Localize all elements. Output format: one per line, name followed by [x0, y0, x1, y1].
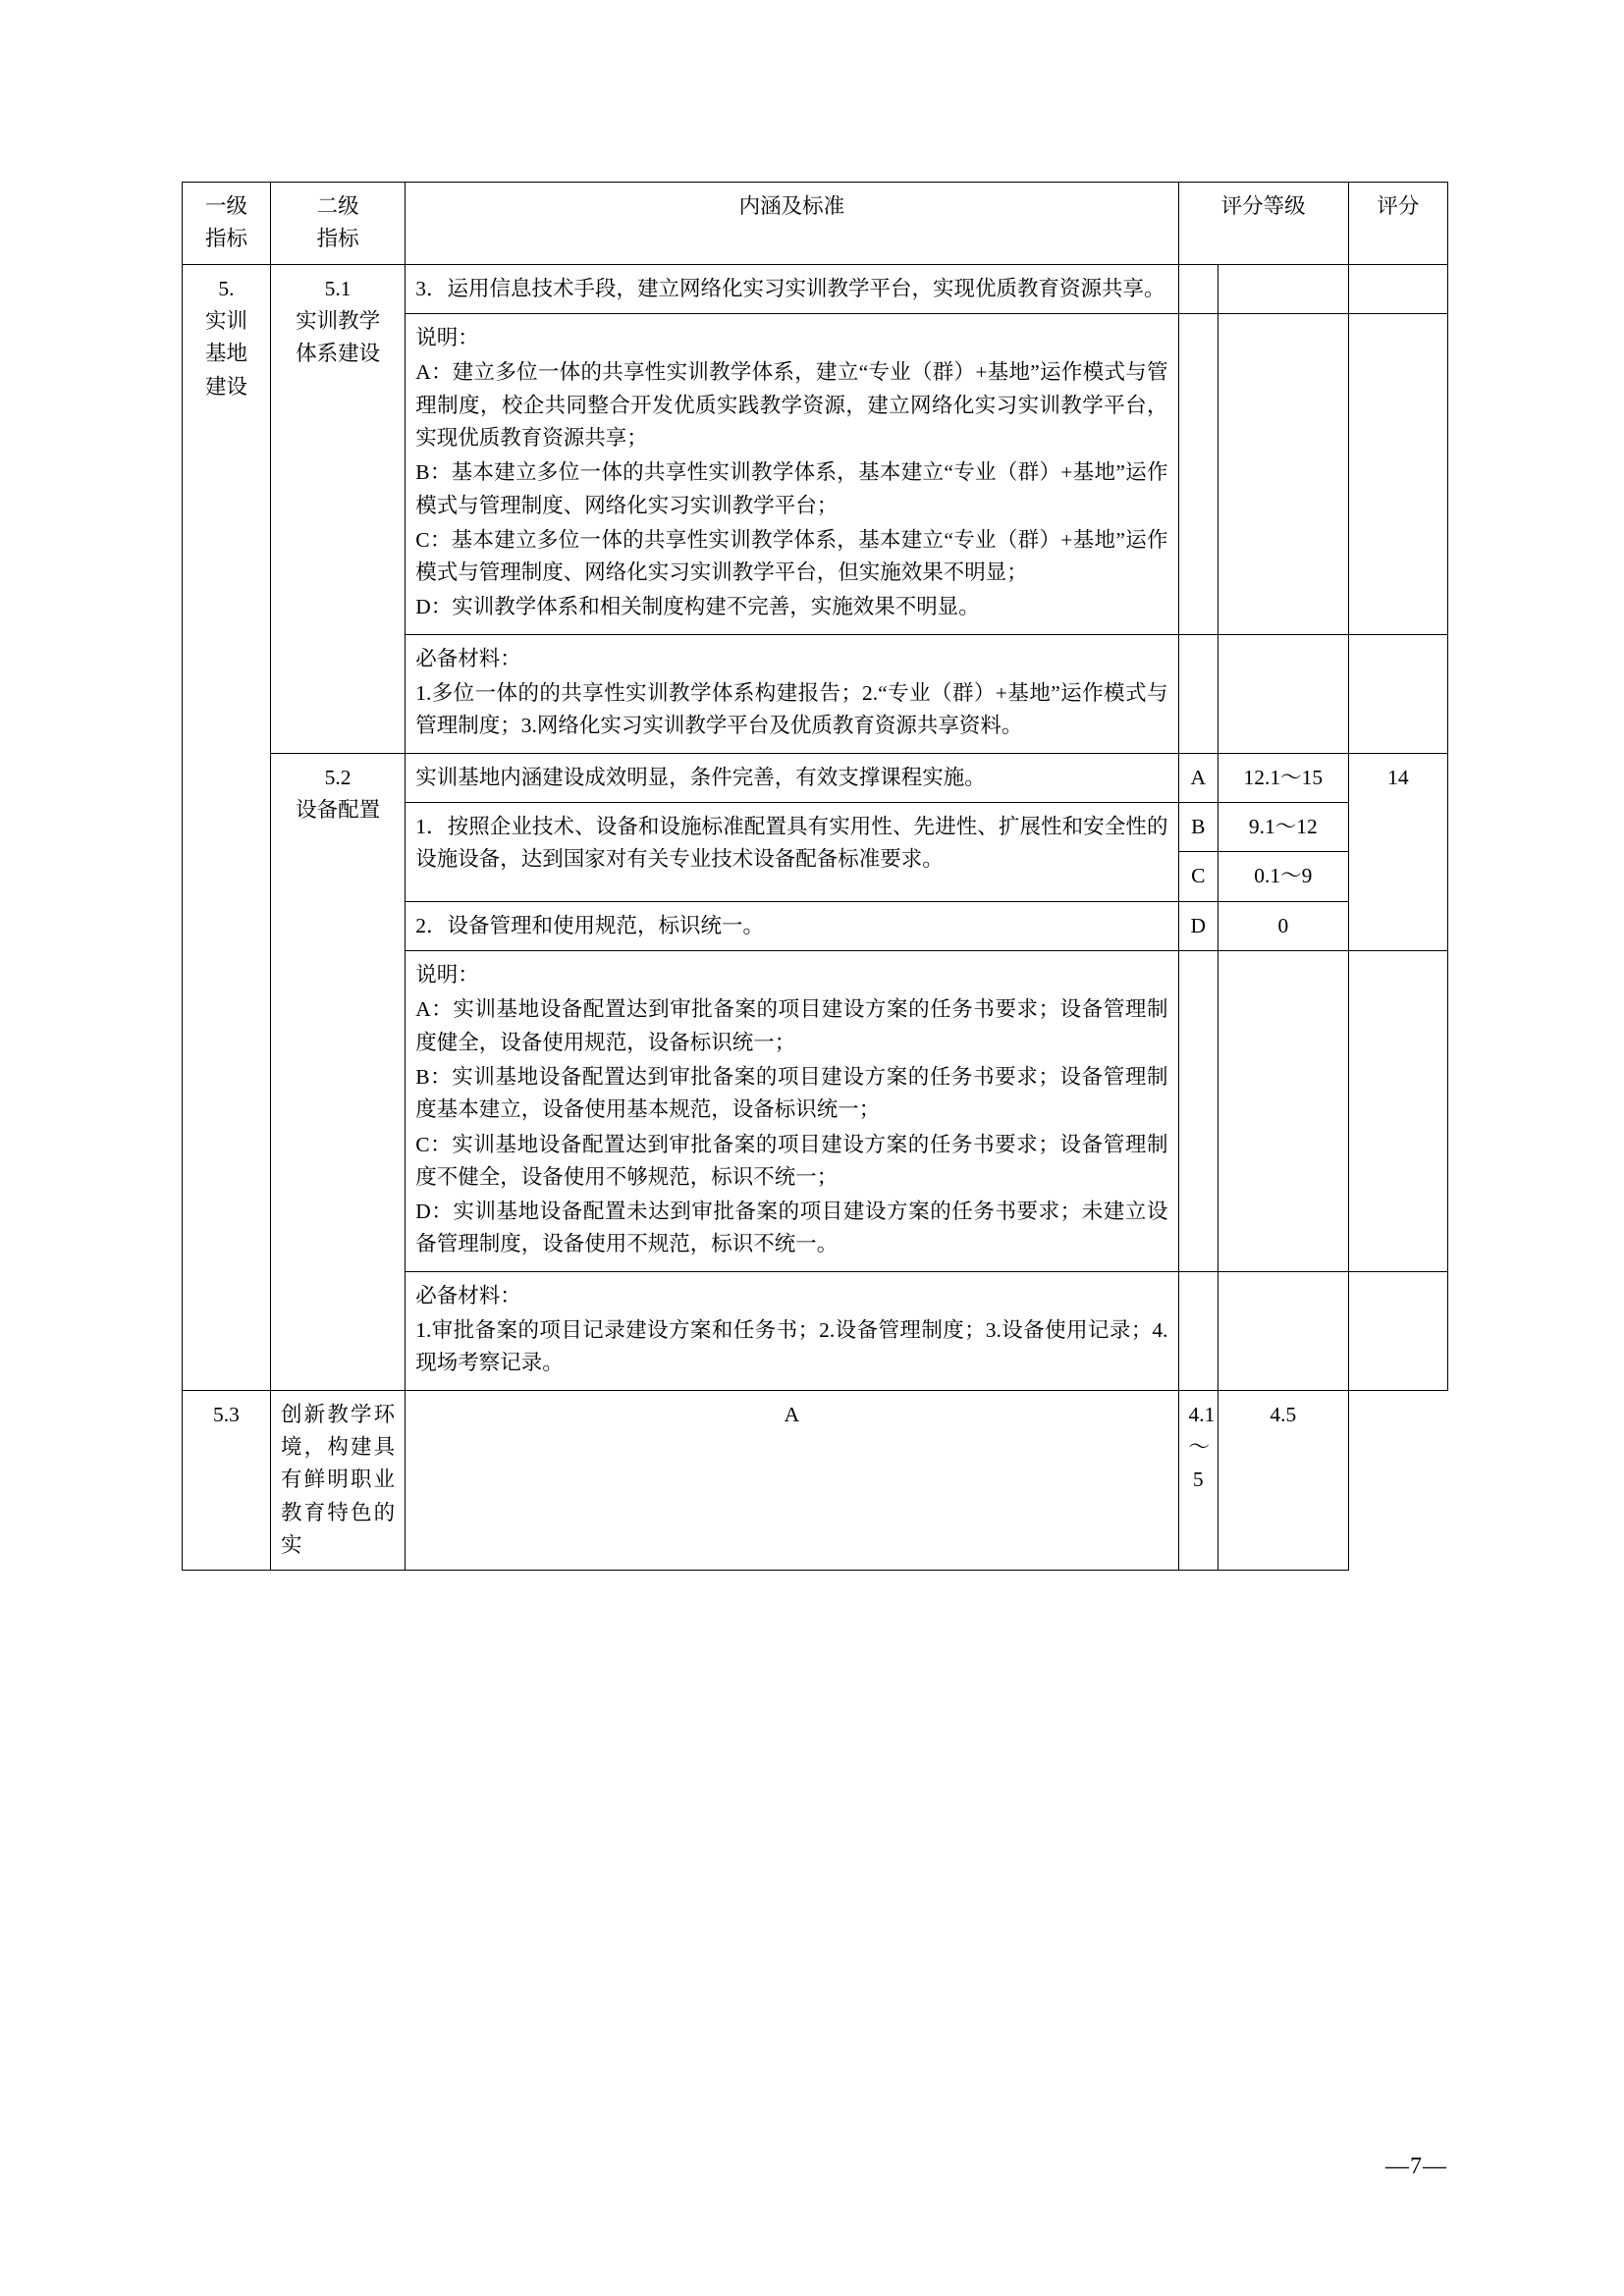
grade-label-c-52: C — [1178, 852, 1218, 901]
criteria-52-explanation — [406, 950, 1178, 1271]
explanation-51-a: A：建立多位一体的共享性实训教学体系，建立“专业（群）+基地”运作模式与管理制度，校企共同整合开发优质实践教学资源，建立网络化实习实训教学平台，实现优质教育资源共享； — [415, 360, 1168, 450]
grade-range-empty-5 — [1218, 1271, 1349, 1390]
level2-52-number: 5.2 — [324, 765, 352, 789]
header-content-standard: 内涵及标准 — [406, 183, 1178, 265]
grade-label-empty-1 — [1178, 264, 1218, 313]
explanation-52-a: A：实训基地设备配置达到审批备案的项目建设方案的任务书要求；设备管理制度健全，设备使用规范，设备标识统一； — [415, 997, 1168, 1054]
level2-51-label-line2: 体系建设 — [296, 342, 381, 366]
explanation-52-b: B：实训基地设备配置达到审批备案的项目建设方案的任务书要求；设备管理制度基本建立，设备使用基本规范，设备标识统一； — [415, 1064, 1168, 1122]
grade-range-empty-3 — [1218, 634, 1349, 753]
level1-line1: 5. — [218, 276, 235, 300]
criteria-51-materials — [406, 634, 1178, 753]
header-level2-line2: 指标 — [316, 227, 359, 251]
level2-51-label-line1: 实训教学 — [296, 308, 381, 333]
score-52: 14 — [1348, 753, 1447, 950]
evaluation-criteria-table — [182, 182, 1448, 1571]
score-53: 4.5 — [1218, 1390, 1349, 1571]
grade-range-d-52: 0 — [1218, 901, 1349, 950]
grade-label-a-52: A — [1178, 753, 1218, 802]
score-empty-2 — [1348, 313, 1447, 634]
level2-51-number: 5.1 — [324, 276, 352, 300]
materials-title-51: 必备材料： — [415, 646, 521, 670]
header-level1 — [183, 183, 271, 265]
grade-range-empty-1 — [1218, 264, 1349, 313]
level1-line2: 实训 — [204, 308, 247, 333]
score-empty-1 — [1348, 264, 1447, 313]
materials-body-52: 1.审批备案的项目记录建设方案和任务书；2.设备管理制度；3.设备使用记录；4.现场考察记录。 — [415, 1318, 1168, 1375]
explanation-title-52: 说明： — [415, 962, 479, 987]
grade-range-a-52: 12.1～15 — [1218, 753, 1349, 802]
criteria-51-explanation — [406, 313, 1178, 634]
table-row — [183, 753, 1448, 802]
grade-label-empty-4 — [1178, 950, 1218, 1271]
page-number: —7— — [1385, 2154, 1447, 2179]
grade-range-a-53: 4.1～5 — [1178, 1390, 1218, 1571]
criteria-52-materials — [406, 1271, 1178, 1390]
grade-label-d-52: D — [1178, 901, 1218, 950]
criteria-51-item3: 3．运用信息技术手段，建立网络化实习实训教学平台，实现优质教育资源共享。 — [406, 264, 1178, 313]
score-empty-4 — [1348, 950, 1447, 1271]
level2-indicator-51 — [270, 264, 405, 753]
criteria-52-standard-p3: 2．设备管理和使用规范，标识统一。 — [406, 901, 1178, 950]
criteria-52-standard-p2: 1．按照企业技术、设备和设施标准配置具有实用性、先进性、扩展性和安全性的设施设备，达到国家对有关专业技术设备配备标准要求。 — [406, 803, 1178, 902]
header-level2-line1: 二级 — [316, 194, 359, 218]
grade-label-empty-5 — [1178, 1271, 1218, 1390]
criteria-53-standard: 创新教学环境，构建具有鲜明职业教育特色的实 — [270, 1390, 405, 1571]
table-header-row — [183, 183, 1448, 265]
explanation-51-c: C：基本建立多位一体的共享性实训教学体系，基本建立“专业（群）+基地”运作模式与管理制度、网络化实习实训教学平台，但实施效果不明显； — [415, 527, 1168, 585]
grade-range-empty-4 — [1218, 950, 1349, 1271]
table-row — [183, 264, 1448, 313]
criteria-52-standard-p1: 实训基地内涵建设成效明显，条件完善，有效支撑课程实施。 — [406, 753, 1178, 802]
explanation-title-51: 说明： — [415, 325, 479, 349]
header-score: 评分 — [1348, 183, 1447, 265]
grade-label-empty-2 — [1178, 313, 1218, 634]
level1-indicator-cell — [183, 264, 271, 1390]
grade-range-b-52: 9.1～12 — [1218, 803, 1349, 852]
level2-52-label: 设备配置 — [296, 798, 381, 822]
explanation-51-d: D：实训教学体系和相关制度构建不完善，实施效果不明显。 — [415, 595, 980, 619]
level2-indicator-53: 5.3 — [183, 1390, 271, 1571]
table-row — [183, 1390, 1448, 1571]
materials-title-52: 必备材料： — [415, 1283, 521, 1308]
header-grade: 评分等级 — [1178, 183, 1348, 265]
materials-body-51: 1.多位一体的的共享性实训教学体系构建报告；2.“专业（群）+基地”运作模式与管理制度；3.网络化实习实训教学平台及优质教育资源共享资料。 — [415, 681, 1168, 738]
level1-line4: 建设 — [204, 374, 247, 399]
grade-range-c-52: 0.1～9 — [1218, 852, 1349, 901]
explanation-52-c: C：实训基地设备配置达到审批备案的项目建设方案的任务书要求；设备管理制度不健全，设备使用不够规范，标识不统一； — [415, 1132, 1168, 1189]
explanation-52-d: D：实训基地设备配置未达到审批备案的项目建设方案的任务书要求；未建立设备管理制度，设备使用不规范，标识不统一。 — [415, 1200, 1168, 1256]
explanation-51-b: B：基本建立多位一体的共享性实训教学体系，基本建立“专业（群）+基地”运作模式与管理制度、网络化实习实训教学平台； — [415, 460, 1168, 517]
grade-range-empty-2 — [1218, 313, 1349, 634]
header-level2 — [270, 183, 405, 265]
grade-label-b-52: B — [1178, 803, 1218, 852]
level2-indicator-52 — [270, 753, 405, 1390]
level1-line3: 基地 — [204, 342, 247, 366]
grade-label-empty-3 — [1178, 634, 1218, 753]
score-empty-5 — [1348, 1271, 1447, 1390]
header-level1-line1: 一级 — [204, 194, 247, 218]
grade-label-a-53: A — [406, 1390, 1178, 1571]
header-level1-line2: 指标 — [204, 227, 247, 251]
score-empty-3 — [1348, 634, 1447, 753]
